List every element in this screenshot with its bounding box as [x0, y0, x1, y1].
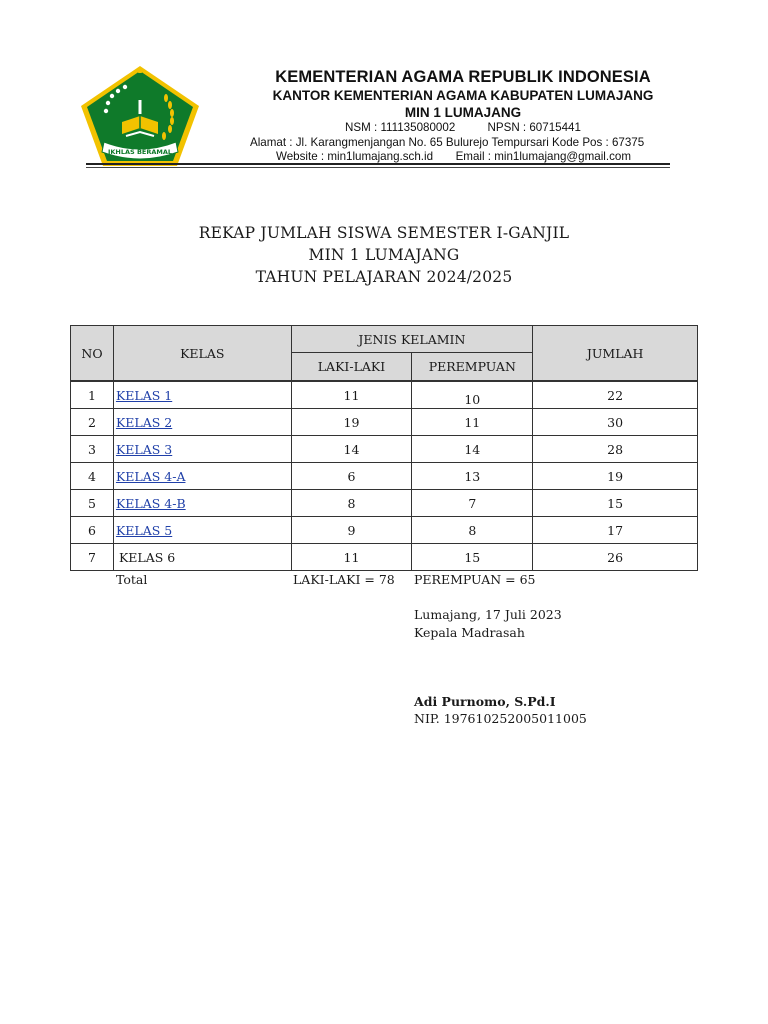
- office-name: KANTOR KEMENTERIAN AGAMA KABUPATEN LUMAJANG: [272, 88, 654, 103]
- svg-text:IKHLAS BERAMAL: IKHLAS BERAMAL: [107, 148, 173, 156]
- cell-perempuan: 14: [412, 436, 533, 463]
- school-name: MIN 1 LUMAJANG: [404, 105, 522, 120]
- cell-jumlah: 19: [533, 463, 698, 490]
- kelas-label: KELAS 6: [118, 549, 176, 565]
- cell-jumlah: 22: [533, 381, 698, 409]
- signature-name: Adi Purnomo, S.Pd.I: [414, 694, 556, 709]
- cell-laki: 14: [291, 436, 412, 463]
- kelas-link[interactable]: KELAS 4-A: [115, 468, 186, 484]
- signature-place-date: Lumajang, 17 Juli 2023: [414, 607, 562, 622]
- cell-jumlah: 28: [533, 436, 698, 463]
- cell-jumlah: 17: [533, 517, 698, 544]
- signature-position: Kepala Madrasah: [414, 625, 525, 640]
- signature-nip: NIP. 197610252005011005: [414, 711, 587, 726]
- cell-perempuan: 13: [412, 463, 533, 490]
- ministry-name: KEMENTERIAN AGAMA REPUBLIK INDONESIA: [275, 68, 651, 86]
- title-line-1: REKAP JUMLAH SISWA SEMESTER I-GANJIL: [198, 224, 570, 242]
- total-label: Total: [116, 572, 148, 587]
- letterhead-divider-thin: [86, 167, 670, 168]
- header-laki-laki: LAKI-LAKI: [291, 353, 412, 381]
- kelas-link[interactable]: KELAS 1: [115, 387, 173, 403]
- cell-laki: 6: [291, 463, 412, 490]
- cell-jumlah: 30: [533, 409, 698, 436]
- title-line-2: MIN 1 LUMAJANG: [308, 246, 460, 264]
- cell-laki: 19: [291, 409, 412, 436]
- kelas-link[interactable]: KELAS 5: [115, 522, 173, 538]
- cell-no: 4: [71, 463, 114, 490]
- table-row: [71, 409, 698, 436]
- table-row: [71, 490, 698, 517]
- kemenag-logo-icon: [78, 64, 202, 168]
- school-ids: NSM : 111135080002 NPSN : 60715441: [345, 121, 581, 134]
- cell-perempuan: 11: [412, 409, 533, 436]
- cell-no: 2: [71, 409, 114, 436]
- kelas-link[interactable]: KELAS 3: [115, 441, 173, 457]
- header-jumlah: JUMLAH: [533, 326, 698, 382]
- table-row: [71, 517, 698, 544]
- total-perempuan: PEREMPUAN = 65: [414, 572, 536, 587]
- header-no: NO: [71, 326, 114, 382]
- title-line-3: TAHUN PELAJARAN 2024/2025: [255, 268, 513, 286]
- cell-perempuan: 7: [412, 490, 533, 517]
- cell-no: 3: [71, 436, 114, 463]
- cell-jumlah: 15: [533, 490, 698, 517]
- header-kelas: KELAS: [113, 326, 291, 382]
- table-row: [71, 463, 698, 490]
- table-row: [71, 381, 698, 409]
- cell-no: 1: [71, 381, 114, 409]
- school-address: Alamat : Jl. Karangmenjangan No. 65 Bulurejo Tempursari Kode Pos : 67375: [250, 135, 645, 149]
- total-laki: LAKI-LAKI = 78: [293, 572, 395, 587]
- letterhead: [78, 62, 680, 170]
- table-row: [71, 436, 698, 463]
- cell-laki: 9: [291, 517, 412, 544]
- letterhead-divider: [86, 163, 670, 165]
- cell-laki: 11: [291, 381, 412, 409]
- school-contact: Website : min1lumajang.sch.id Email : min1lumajang@gmail.com: [276, 150, 631, 163]
- cell-laki: 11: [291, 544, 412, 571]
- document-title: [0, 222, 768, 288]
- cell-no: 5: [71, 490, 114, 517]
- cell-perempuan: 15: [412, 544, 533, 571]
- letterhead-text: [248, 68, 678, 165]
- cell-jumlah: 26: [533, 544, 698, 571]
- kelas-link[interactable]: KELAS 2: [115, 414, 173, 430]
- student-recap-table: [70, 325, 698, 571]
- kelas-link[interactable]: KELAS 4-B: [115, 495, 186, 511]
- table-row: [71, 544, 698, 571]
- cell-perempuan: 8: [412, 517, 533, 544]
- header-perempuan: PEREMPUAN: [412, 353, 533, 381]
- cell-no: 7: [71, 544, 114, 571]
- cell-perempuan: 10: [464, 391, 481, 407]
- cell-no: 6: [71, 517, 114, 544]
- header-jenis-kelamin: JENIS KELAMIN: [291, 326, 533, 353]
- cell-laki: 8: [291, 490, 412, 517]
